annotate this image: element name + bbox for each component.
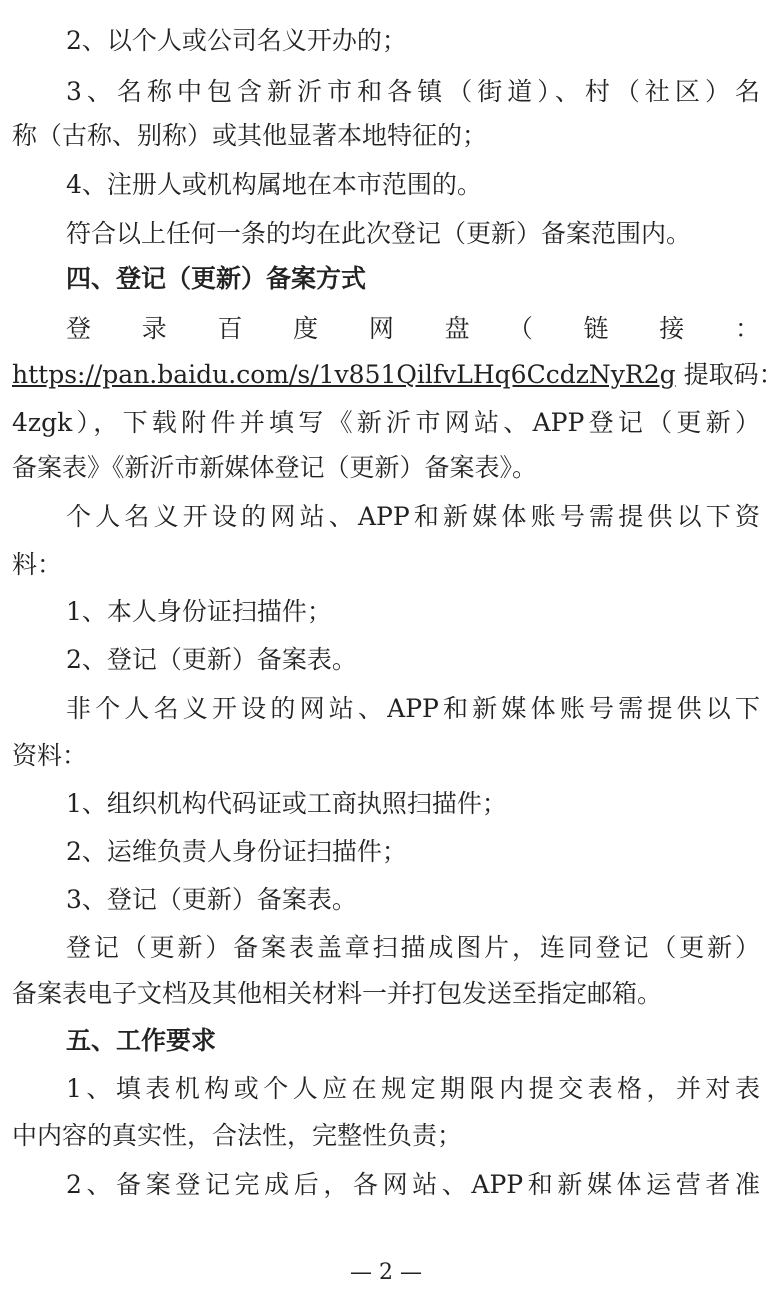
personal-item-1: 1、本人身份证扫描件； [66, 597, 332, 626]
requirement-1-line2: 中内容的真实性，合法性，完整性负责； [12, 1121, 463, 1150]
requirement-2-line1: 2、备案登记完成后，各网站、APP和新媒体运营者准 [66, 1170, 760, 1199]
item-3-text-line2: 称（古称、别称）或其他显著本地特征的； [12, 121, 488, 150]
page-number: — 2 — [350, 1260, 422, 1285]
personal-requirements-line2: 料： [12, 550, 63, 579]
method-text-line3: 4zgk），下载附件并填写《新沂市网站、APP登记（更新） [12, 408, 760, 437]
extract-code-label: 提取码： [683, 360, 784, 389]
method-text-line1: 登 录 百 度 网 盘 （ 链 接 ： [66, 314, 760, 343]
baidu-pan-link[interactable]: https://pan.baidu.com/s/1v851QilfvLHq6CcdzNyR2g [12, 360, 676, 389]
method-text-line2 [12, 352, 784, 398]
org-requirements-line2: 资料： [12, 741, 88, 770]
requirement-1-line1: 1、填表机构或个人应在规定期限内提交表格，并对表 [66, 1074, 760, 1103]
personal-requirements-line1: 个人名义开设的网站、APP和新媒体账号需提供以下资 [66, 502, 760, 531]
item-2-text: 2、以个人或公司名义开办的； [66, 26, 407, 55]
item-4-text: 4、注册人或机构属地在本市范围的。 [66, 170, 482, 199]
item-3-text-line1: 3、名称中包含新沂市和各镇（街道）、村（社区）名 [66, 77, 760, 106]
submission-text-line1: 登记（更新）备案表盖章扫描成图片，连同登记（更新） [66, 933, 760, 962]
org-item-2: 2、运维负责人身份证扫描件； [66, 837, 407, 866]
submission-text-line2: 备案表电子文档及其他相关材料一并打包发送至指定邮箱。 [12, 979, 663, 1008]
org-item-3: 3、登记（更新）备案表。 [66, 885, 357, 914]
scope-summary-text: 符合以上任何一条的均在此次登记（更新）备案范围内。 [66, 219, 692, 248]
method-text-line4: 备案表》《新沂市新媒体登记（更新）备案表》。 [12, 453, 538, 482]
org-requirements-line1: 非个人名义开设的网站、APP和新媒体账号需提供以下 [66, 694, 760, 723]
section-5-heading: 五、工作要求 [66, 1026, 217, 1055]
section-4-heading: 四、登记（更新）备案方式 [66, 264, 367, 293]
personal-item-2: 2、登记（更新）备案表。 [66, 645, 357, 674]
org-item-1: 1、组织机构代码证或工商执照扫描件； [66, 789, 507, 818]
